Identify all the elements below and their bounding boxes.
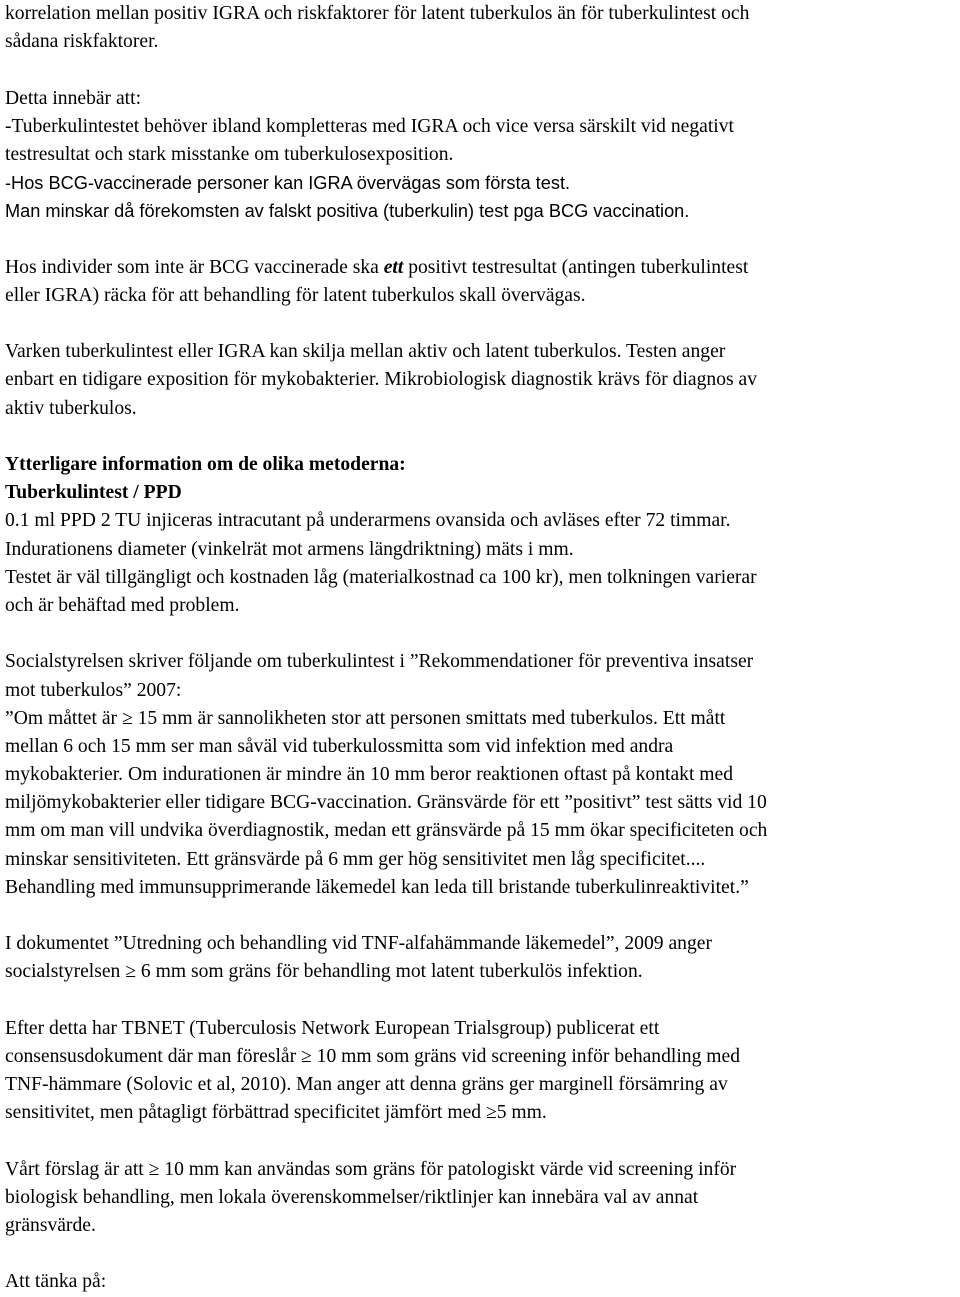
text-line: mykobakterier. Om indurationen är mindre än 10 mm beror reaktionen oftast på kontakt med <box>5 764 734 786</box>
text-line: consensusdokument där man föreslår ≥ 10 mm som gräns vid screening inför behandling med <box>5 1045 741 1067</box>
text-line: Testet är väl tillgängligt och kostnaden låg (materialkostnad ca 100 kr), men tolkningen varierar <box>5 566 757 588</box>
text-line: ”Om måttet är ≥ 15 mm är sannolikheten stor att personen smittats med tuberkulos. Ett mått <box>5 707 726 729</box>
paragraph-gap <box>5 423 957 451</box>
section-methods <box>5 451 957 620</box>
paragraph-gap <box>5 987 957 1015</box>
paragraph-neither <box>5 338 957 423</box>
text-line: biologisk behandling, men lokala överenskommelser/riktlinjer kan innebära val av annat <box>5 1186 699 1208</box>
text-line: miljömykobakterier eller tidigare BCG-vaccination. Gränsvärde för ett ”positivt” test sätts vid 10 <box>5 792 767 814</box>
text-run: Hos individer som inte är BCG vaccinerade ska <box>5 256 384 278</box>
text-line: testresultat och stark misstanke om tuberkulosexposition. <box>5 143 454 165</box>
paragraph-gap <box>5 1128 957 1156</box>
paragraph-implications <box>5 85 957 226</box>
text-line: gränsvärde. <box>5 1215 96 1237</box>
text-line: I dokumentet ”Utredning och behandling vid TNF-alfahämmande läkemedel”, 2009 anger <box>5 933 712 955</box>
text-line: sådana riskfaktorer. <box>5 31 159 53</box>
text-line: aktiv tuberkulos. <box>5 397 137 419</box>
paragraph-gap <box>5 226 957 254</box>
text-line: Behandling med immunsupprimerande läkemedel kan leda till bristande tuberkulinreaktivitet.” <box>5 876 749 898</box>
text-line: enbart en tidigare exposition för mykobakterier. Mikrobiologisk diagnostik krävs för diagnos av <box>5 369 758 391</box>
text-line: korrelation mellan positiv IGRA och riskfaktorer för latent tuberkulos än för tuberkulintest och <box>5 3 750 24</box>
text-line: Man minskar då förekomsten av falskt positiva (tuberkulin) test pga BCG vaccination. <box>5 201 690 222</box>
paragraph-closing <box>5 1268 957 1296</box>
text-line: sensitivitet, men påtagligt förbättrad specificitet jämfört med ≥5 mm. <box>5 1102 547 1124</box>
text-line: eller IGRA) räcka för att behandling för latent tuberkulos skall övervägas. <box>5 284 586 306</box>
closing-heading: Att tänka på: <box>5 1271 107 1293</box>
text-line: Efter detta har TBNET (Tuberculosis Network European Trialsgroup) publicerat ett <box>5 1017 660 1039</box>
text-line: mm om man vill undvika överdiagnostik, medan ett gränsvärde på 15 mm ökar specificiteten och <box>5 820 768 842</box>
text-line: Socialstyrelsen skriver följande om tuberkulintest i ”Rekommendationer för preventiva insatser <box>5 651 754 673</box>
text-line: socialstyrelsen ≥ 6 mm som gräns för behandling mot latent tuberkulös infektion. <box>5 961 643 983</box>
text-line: mellan 6 och 15 mm ser man såväl vid tuberkulossmitta som vid infektion med andra <box>5 735 674 757</box>
paragraph-proposal <box>5 1156 957 1241</box>
text-line: Indurationens diameter (vinkelrät mot armens längdriktning) mäts i mm. <box>5 538 574 560</box>
text-run: positivt testresultat (antingen tuberkulintest <box>403 256 749 278</box>
emphasis-text: ett <box>383 256 404 278</box>
text-line: minskar sensitiviteten. Ett gränsvärde på 6 mm ger hög sensitivitet men låg specificitet.... <box>5 848 706 870</box>
text-line: Vårt förslag är att ≥ 10 mm kan användas som gräns för patologiskt värde vid screening inför <box>5 1158 737 1180</box>
paragraph-gap <box>5 902 957 930</box>
paragraph-tbnet <box>5 1015 957 1128</box>
document-page <box>5 0 957 1297</box>
paragraph-intro <box>5 0 957 56</box>
text-line: -Tuberkulintestet behöver ibland kompletteras med IGRA och vice versa särskilt vid negativt <box>5 115 734 137</box>
paragraph-socialstyrelsen <box>5 648 957 902</box>
section-heading: Ytterligare information om de olika metoderna: <box>5 454 406 475</box>
paragraph-heading: Detta innebär att: <box>5 87 142 109</box>
paragraph-gap <box>5 310 957 338</box>
text-line: -Hos BCG-vaccinerade personer kan IGRA övervägas som första test. <box>5 173 571 194</box>
text-line: Varken tuberkulintest eller IGRA kan skilja mellan aktiv och latent tuberkulos. Testen anger <box>5 341 726 363</box>
paragraph-non-bcg <box>5 254 957 310</box>
text-line: och är behäftad med problem. <box>5 594 240 616</box>
text-line: TNF-hämmare (Solovic et al, 2010). Man anger att denna gräns ger marginell försämring av <box>5 1074 728 1096</box>
paragraph-gap <box>5 1240 957 1268</box>
text-line: 0.1 ml PPD 2 TU injiceras intracutant på underarmens ovansida och avläses efter 72 timmar. <box>5 510 731 532</box>
paragraph-gap <box>5 56 957 84</box>
text-line <box>5 254 957 282</box>
text-line: mot tuberkulos” 2007: <box>5 679 182 701</box>
paragraph-tnf-document <box>5 930 957 986</box>
paragraph-gap <box>5 620 957 648</box>
section-subheading: Tuberkulintest / PPD <box>5 482 182 504</box>
